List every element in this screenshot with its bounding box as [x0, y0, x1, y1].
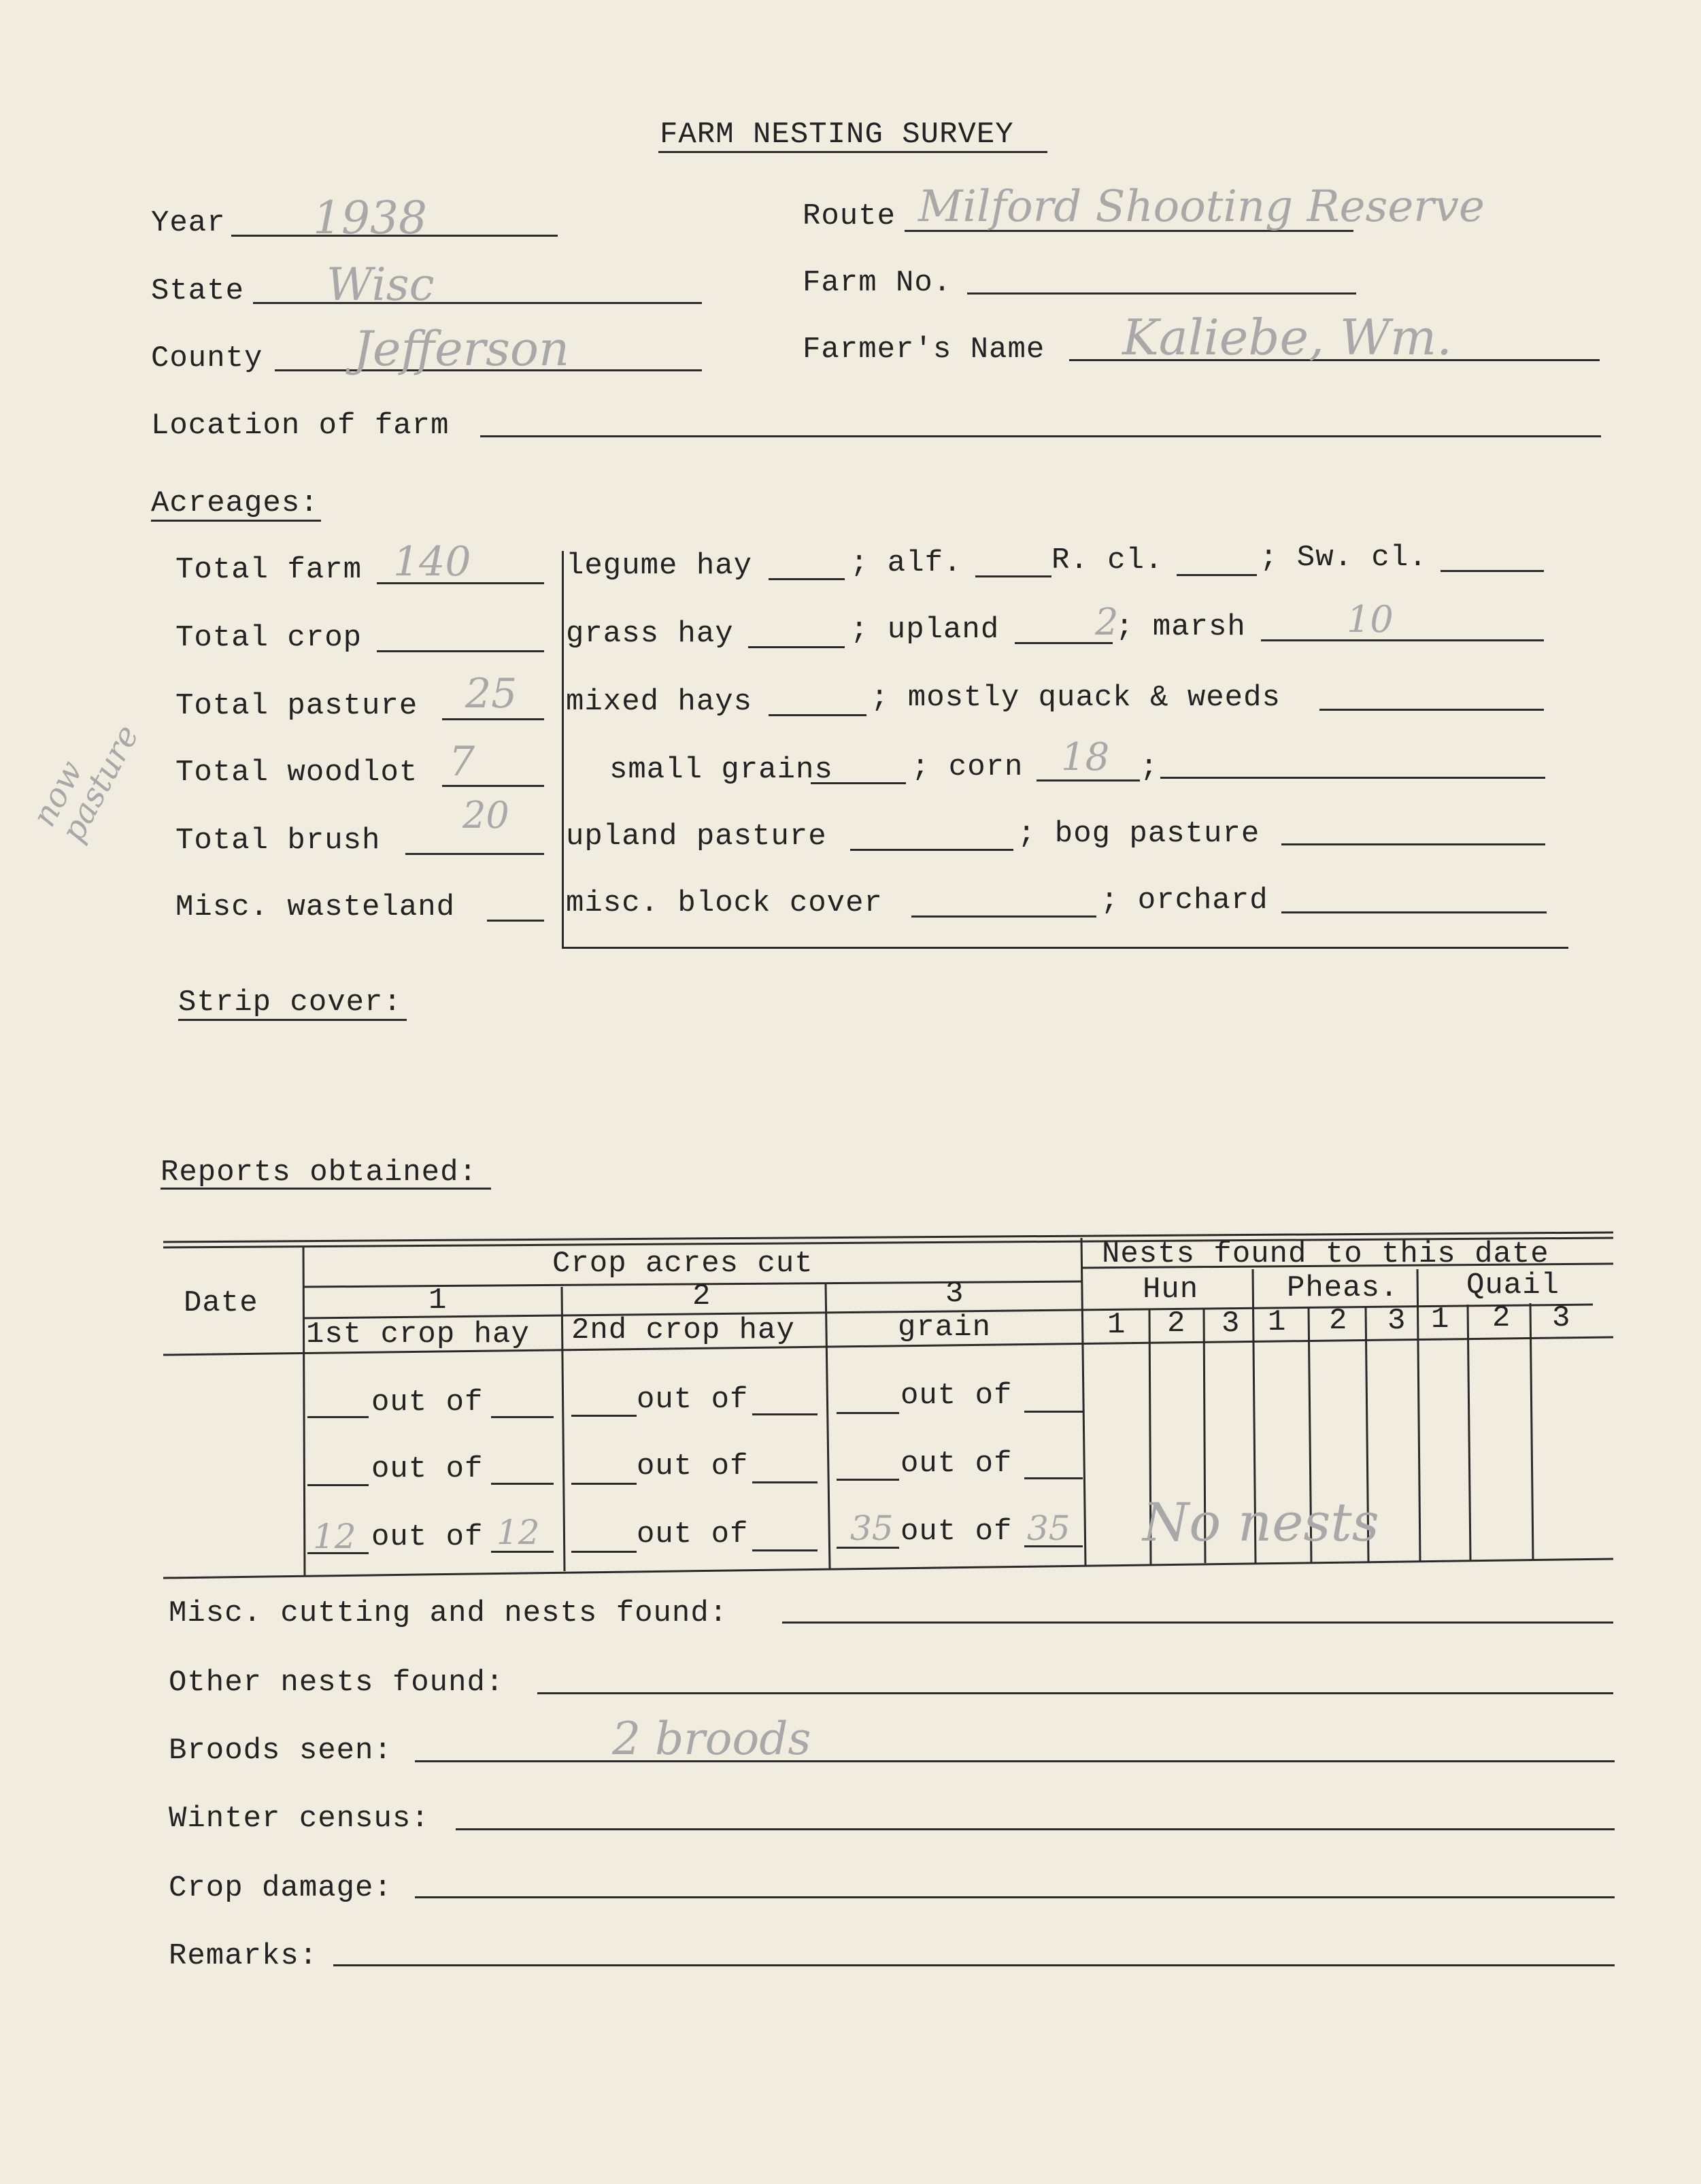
row3-col1-a: 12	[313, 1517, 356, 1556]
total-farm-value: 140	[393, 538, 471, 586]
broods-field[interactable]	[415, 1760, 1615, 1762]
route-label: Route	[803, 199, 896, 233]
bog-pasture-label: ; bog pasture	[1017, 817, 1260, 851]
winter-census-field[interactable]	[456, 1828, 1615, 1830]
row3-col1-outof: out of	[371, 1520, 484, 1554]
pheas-3: 3	[1387, 1304, 1407, 1338]
small-grains-label: small grains	[609, 753, 833, 787]
hun-1: 1	[1107, 1308, 1126, 1342]
county-label: County	[151, 341, 263, 375]
quail-3: 3	[1552, 1301, 1571, 1335]
year-value: 1938	[313, 192, 427, 244]
quail-1: 1	[1431, 1303, 1450, 1337]
nests-note: No nests	[1143, 1492, 1379, 1553]
hun-header: Hun	[1143, 1273, 1199, 1307]
corn-semicolon: ;	[1140, 750, 1159, 784]
orchard-label: ; orchard	[1100, 884, 1268, 918]
row3-col3-b: 35	[1027, 1509, 1071, 1548]
col-2-num: 2	[692, 1279, 711, 1313]
margin-note: now pasture	[24, 718, 147, 848]
grass-hay-label: grass hay	[566, 617, 734, 651]
page-title: FARM NESTING SURVEY	[660, 118, 1014, 152]
nests-found-header: Nests found to this date	[1102, 1237, 1549, 1271]
total-brush-value: 20	[462, 794, 509, 837]
hun-2: 2	[1167, 1307, 1186, 1341]
row1-col1-outof: out of	[371, 1385, 484, 1419]
corn-label: ; corn	[911, 750, 1024, 784]
hun-3: 3	[1222, 1307, 1241, 1341]
legume-hay-label: legume hay	[566, 549, 753, 583]
marsh-value: 10	[1347, 598, 1394, 641]
misc-cutting-label: Misc. cutting and nests found:	[169, 1596, 728, 1630]
col-3-num: 3	[945, 1277, 964, 1311]
mixed-hays-label: mixed hays	[566, 685, 753, 719]
row3-col3-a: 35	[850, 1509, 894, 1548]
total-brush-label: Total brush	[175, 824, 381, 858]
remarks-field[interactable]	[333, 1964, 1615, 1966]
acreages-heading: Acreages:	[151, 486, 319, 520]
quail-2: 2	[1492, 1301, 1511, 1335]
total-crop-label: Total crop	[175, 621, 363, 655]
mostly-quack-label: ; mostly quack & weeds	[871, 681, 1281, 715]
alf-label: ; alf.	[850, 546, 962, 580]
broods-value: 2 broods	[612, 1713, 811, 1765]
winter-census-label: Winter census:	[169, 1802, 430, 1836]
date-header: Date	[184, 1286, 258, 1320]
state-value: Wisc	[326, 258, 435, 311]
year-label: Year	[151, 206, 226, 240]
farmer-name-value: Kaliebe, Wm.	[1122, 309, 1453, 366]
strip-cover-heading: Strip cover:	[178, 986, 402, 1020]
broods-label: Broods seen:	[169, 1734, 392, 1768]
col-1-num: 1	[428, 1283, 448, 1317]
crop-acres-cut-header: Crop acres cut	[552, 1247, 813, 1281]
other-nests-label: Other nests found:	[169, 1666, 505, 1700]
row3-col1-b: 12	[496, 1513, 540, 1552]
total-farm-label: Total farm	[175, 553, 363, 587]
quail-header: Quail	[1466, 1269, 1560, 1303]
upland-pasture-label: upland pasture	[566, 820, 827, 854]
sw-cl-label: ; Sw. cl.	[1260, 541, 1428, 575]
row2-col1-outof: out of	[371, 1452, 484, 1486]
total-woodlot-value: 7	[449, 738, 475, 786]
total-pasture-label: Total pasture	[175, 689, 418, 723]
farm-no-label: Farm No.	[803, 266, 952, 300]
row3-col3-outof: out of	[900, 1515, 1013, 1549]
r-cl-label: R. cl.	[1051, 543, 1164, 577]
other-nests-field[interactable]	[537, 1692, 1613, 1694]
misc-cutting-field[interactable]	[782, 1622, 1613, 1624]
col-2-name: 2nd crop hay	[571, 1313, 795, 1347]
corn-value: 18	[1061, 735, 1110, 779]
pheas-header: Pheas.	[1287, 1271, 1399, 1305]
col-1-name: 1st crop hay	[306, 1317, 530, 1351]
reports-heading: Reports obtained:	[161, 1156, 477, 1190]
row1-col3-outof: out of	[900, 1379, 1013, 1413]
col-3-name: grain	[898, 1311, 992, 1345]
upland-value: 2	[1095, 601, 1119, 643]
crop-damage-field[interactable]	[415, 1896, 1615, 1898]
state-label: State	[151, 274, 245, 308]
row2-col2-outof: out of	[637, 1449, 749, 1483]
crop-damage-label: Crop damage:	[169, 1871, 392, 1905]
upland-label: ; upland	[850, 613, 1000, 647]
pheas-2: 2	[1329, 1304, 1348, 1338]
marsh-label: ; marsh	[1115, 610, 1246, 644]
remarks-label: Remarks:	[169, 1939, 318, 1973]
row3-col2-outof: out of	[637, 1517, 749, 1551]
route-value: Milford Shooting Reserve	[918, 182, 1485, 232]
misc-block-label: misc. block cover	[566, 886, 883, 920]
farmer-name-label: Farmer's Name	[803, 333, 1045, 367]
location-label: Location of farm	[151, 409, 450, 443]
total-pasture-value: 25	[465, 670, 518, 718]
county-value: Jefferson	[354, 321, 570, 377]
row2-col3-outof: out of	[900, 1447, 1013, 1481]
row1-col2-outof: out of	[637, 1383, 749, 1417]
misc-wasteland-label: Misc. wasteland	[175, 890, 456, 924]
pheas-1: 1	[1268, 1305, 1287, 1339]
total-woodlot-label: Total woodlot	[175, 756, 418, 790]
